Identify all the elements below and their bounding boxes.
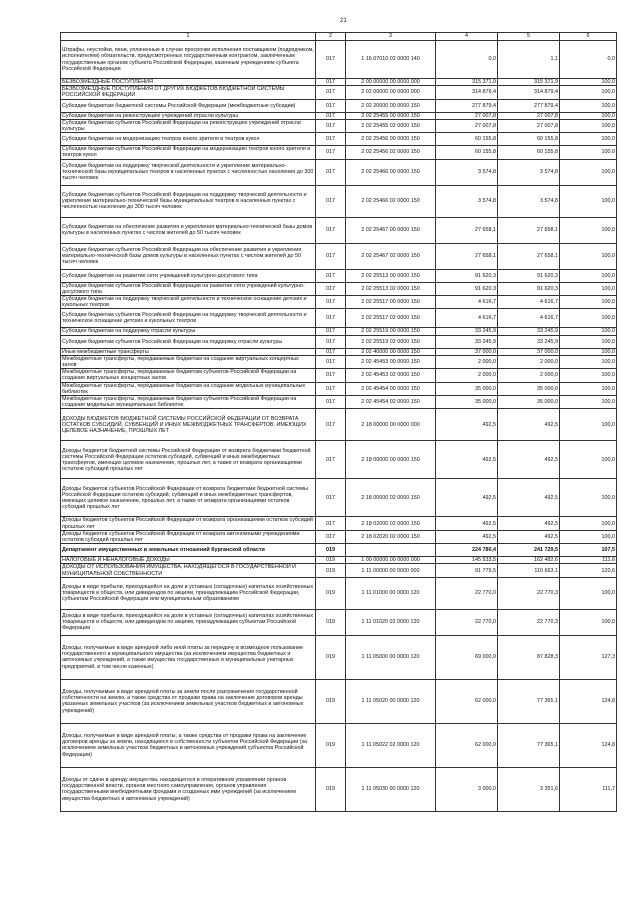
actual-value: 60 155,8 [498, 146, 560, 159]
actual-value: 35 000,0 [498, 382, 560, 395]
plan-value: 492,5 [436, 517, 498, 530]
actual-value: 241 729,5 [498, 544, 560, 557]
actual-value: 91 620,3 [498, 282, 560, 295]
row-name: Межбюджетные трансферты, передаваемые бюджетам на создание виртуальных концертных залов [61, 355, 316, 368]
plan-value: 492,5 [436, 409, 498, 441]
row-name: Доходы, получаемые в виде арендной платы, а также средства от продажи права на заключение договоров аренды за земли, находящиеся в собственности субъектов Российской Федерации (за исключением земельных участков бюджетных и автономных учреждений субъектов Российской Федерации) [61, 723, 316, 767]
budget-code: 1 11 05022 02 0000 120 [346, 723, 436, 767]
row-name: Межбюджетные трансферты, передаваемые бюджетам субъектов Российской Федерации на создание модельных муниципальных библиотек [61, 396, 316, 409]
page-number: 21 [340, 18, 347, 24]
percent-value: 124,8 [560, 679, 617, 723]
row-name: Субсидии бюджетам на реконструкцию учреждений отрасли культуры [61, 112, 316, 119]
actual-value: 27 007,8 [498, 112, 560, 119]
table-row [61, 530, 617, 543]
admin-code: 017 [316, 396, 346, 409]
budget-code: 2 02 25517 00 0000 150 [346, 296, 436, 309]
table-row [61, 185, 617, 217]
row-name: Субсидии бюджетам субъектов Российской Федерации на поддержку творческой деятельности и укрепление материально-технической базы муниципальных театров в населенных пунктах с численностью населения до 300 тысяч человек [61, 185, 316, 217]
plan-value: 62 000,0 [436, 723, 498, 767]
actual-value: 33 245,9 [498, 328, 560, 335]
budget-code: 2 02 25466 00 0000 150 [346, 159, 436, 185]
admin-code: 019 [316, 609, 346, 635]
row-name: Субсидии бюджетам на развитие сети учреждений культурно-досугового типа [61, 269, 316, 282]
row-name: БЕЗВОЗМЕЗДНЫЕ ПОСТУПЛЕНИЯ [61, 79, 316, 86]
admin-code: 017 [316, 217, 346, 243]
admin-code: 019 [316, 679, 346, 723]
row-name: Субсидии бюджетам на поддержку творческой деятельности и техническое оснащение детских и кукольных театров [61, 296, 316, 309]
actual-value: 4 616,7 [498, 309, 560, 328]
actual-value: 162 482,6 [498, 557, 560, 564]
row-name: Доходы бюджетов бюджетной системы Российской Федерации от возврата бюджетами бюджетной системы Российской Федерации остатков субсидий, субвенций и иных межбюджетных трансфертов, имеющих целевое назначение, прошлых лет, а также от возврата организациями остатков субсидий прошлых лет [61, 441, 316, 479]
actual-value: 27 658,1 [498, 217, 560, 243]
admin-code: 017 [316, 369, 346, 382]
admin-code: 017 [316, 99, 346, 112]
percent-value: 100,0 [560, 328, 617, 335]
actual-value: 110 663,1 [498, 564, 560, 577]
plan-value: 33 245,9 [436, 335, 498, 348]
percent-value: 100,0 [560, 530, 617, 543]
percent-value: 100,0 [560, 577, 617, 609]
actual-value: 77 365,1 [498, 679, 560, 723]
table-row [61, 564, 617, 577]
table-row [61, 328, 617, 335]
admin-code: 017 [316, 348, 346, 355]
plan-value: 0,0 [436, 41, 498, 79]
row-name: Субсидии бюджетам субъектов Российской Федерации на обеспечение развития и укрепления материально-технической базы домов культуры в населенных пунктах с числом жителей до 50 тысяч человек [61, 243, 316, 269]
row-name: Субсидии бюджетам на поддержку творческой деятельности и укрепление материально-технической базы муниципальных театров в населенных пунктах с численностью населения до 300 тысяч человек [61, 159, 316, 185]
budget-code: 1 11 01000 00 0000 120 [346, 577, 436, 609]
percent-value: 100,0 [560, 217, 617, 243]
column-header: 5 [498, 33, 560, 41]
plan-value: 91 620,3 [436, 282, 498, 295]
admin-code: 017 [316, 282, 346, 295]
percent-value: 100,0 [560, 309, 617, 328]
budget-code: 2 18 02000 02 0000 150 [346, 517, 436, 530]
column-header: 2 [316, 33, 346, 41]
actual-value: 492,5 [498, 441, 560, 479]
row-name: Доходы от сдачи в аренду имущества, находящегося в оперативном управлении органов государственной власти, органов местного самоуправления, органов управления государственными внебюджетными фондами и созданных ими учреждений (за исключением имущества бюджетных и автономных учреждений) [61, 767, 316, 811]
plan-value: 27 658,1 [436, 217, 498, 243]
row-name: Межбюджетные трансферты, передаваемые бюджетам на создание модельных муниципальных библиотек [61, 382, 316, 395]
admin-code: 017 [316, 335, 346, 348]
admin-code: 017 [316, 133, 346, 146]
percent-value: 100,0 [560, 185, 617, 217]
actual-value: 492,5 [498, 530, 560, 543]
actual-value: 315 371,9 [498, 79, 560, 86]
row-name: Департамент имущественных и земельных отношений Курганской области [61, 544, 316, 557]
budget-code: 2 02 20000 00 0000 150 [346, 99, 436, 112]
plan-value: 277 879,4 [436, 99, 498, 112]
plan-value: 35 000,0 [436, 396, 498, 409]
budget-code: 2 18 00000 00 0000 150 [346, 441, 436, 479]
admin-code: 019 [316, 577, 346, 609]
table-row [61, 146, 617, 159]
admin-code: 019 [316, 767, 346, 811]
budget-code: 2 02 25456 02 0000 150 [346, 146, 436, 159]
plan-value: 3 574,8 [436, 159, 498, 185]
budget-code: 1 16 07010 02 0000 140 [346, 41, 436, 79]
plan-value: 69 000,0 [436, 635, 498, 679]
plan-value: 224 780,4 [436, 544, 498, 557]
plan-value: 37 000,0 [436, 348, 498, 355]
row-name: Доходы бюджетов субъектов Российской Федерации от возврата бюджетами бюджетной системы Российской Федерации остатков субсидий, субвенций и иных межбюджетных трансфертов, имеющих целевое назначение, прошлых лет, а также от возврата организациями остатков субсидий прошлых лет [61, 479, 316, 517]
table-row [61, 133, 617, 146]
row-name: Субсидии бюджетам на обеспечение развития и укрепления материально-технической базы домов культуры в населенных пунктах с числом жителей до 50 тысяч человек [61, 217, 316, 243]
plan-value: 27 007,8 [436, 112, 498, 119]
row-name: Субсидии бюджетам субъектов Российской Федерации на поддержку отрасли культуры [61, 335, 316, 348]
percent-value: 100,0 [560, 609, 617, 635]
column-header: 4 [436, 33, 498, 41]
percent-value: 100,0 [560, 99, 617, 112]
table-row [61, 577, 617, 609]
row-name: НАЛОГОВЫЕ И НЕНАЛОГОВЫЕ ДОХОДЫ [61, 557, 316, 564]
percent-value: 100,0 [560, 269, 617, 282]
percent-value: 100,0 [560, 282, 617, 295]
budget-code: 1 00 00000 00 0000 000 [346, 557, 436, 564]
percent-value: 100,0 [560, 441, 617, 479]
row-name: Иные межбюджетные трансферты [61, 348, 316, 355]
admin-code: 017 [316, 296, 346, 309]
table-row [61, 348, 617, 355]
percent-value: 100,0 [560, 348, 617, 355]
percent-value: 100,0 [560, 133, 617, 146]
percent-value: 111,7 [560, 767, 617, 811]
percent-value: 100,0 [560, 355, 617, 368]
column-header: 6 [560, 33, 617, 41]
table-row [61, 544, 617, 557]
budget-code: 1 11 00000 00 0000 000 [346, 564, 436, 577]
table-row [61, 479, 617, 517]
percent-value: 100,0 [560, 243, 617, 269]
budget-code: 2 02 25513 00 0000 150 [346, 269, 436, 282]
table-row [61, 382, 617, 395]
budget-code: 2 02 45454 02 0000 150 [346, 396, 436, 409]
actual-value: 4 616,7 [498, 296, 560, 309]
table-row [61, 79, 617, 86]
actual-value: 314 879,4 [498, 86, 560, 99]
table-row [61, 86, 617, 99]
budget-code: 2 02 25466 02 0000 150 [346, 185, 436, 217]
budget-code: 2 00 00000 00 0000 000 [346, 79, 436, 86]
table-row [61, 41, 617, 79]
budget-code: 2 02 25519 02 0000 150 [346, 335, 436, 348]
budget-code: 2 02 25513 02 0000 150 [346, 282, 436, 295]
plan-value: 492,5 [436, 530, 498, 543]
plan-value: 145 533,5 [436, 557, 498, 564]
percent-value: 100,0 [560, 159, 617, 185]
row-name: ДОХОДЫ ОТ ИСПОЛЬЗОВАНИЯ ИМУЩЕСТВА, НАХОДЯЩЕГОСЯ В ГОСУДАРСТВЕННОЙ И МУНИЦИПАЛЬНОЙ СОБСТВЕННОСТИ [61, 564, 316, 577]
admin-code: 017 [316, 112, 346, 119]
budget-code: 2 02 25517 02 0000 150 [346, 309, 436, 328]
actual-value: 277 879,4 [498, 99, 560, 112]
budget-code: 2 02 25455 02 0000 150 [346, 119, 436, 132]
table-row [61, 441, 617, 479]
percent-value: 100,0 [560, 112, 617, 119]
plan-value: 4 616,7 [436, 296, 498, 309]
admin-code: 019 [316, 564, 346, 577]
actual-value: 87 828,3 [498, 635, 560, 679]
actual-value: 3 574,8 [498, 159, 560, 185]
plan-value: 60 155,8 [436, 146, 498, 159]
row-name: Субсидии бюджетам на поддержку отрасли культуры [61, 328, 316, 335]
percent-value: 100,0 [560, 119, 617, 132]
plan-value: 3 574,8 [436, 185, 498, 217]
plan-value: 492,5 [436, 441, 498, 479]
table-row [61, 723, 617, 767]
percent-value: 100,0 [560, 409, 617, 441]
table-row [61, 767, 617, 811]
table-row [61, 309, 617, 328]
actual-value: 91 620,3 [498, 269, 560, 282]
admin-code: 017 [316, 159, 346, 185]
percent-value: 100,0 [560, 382, 617, 395]
row-name: БЕЗВОЗМЕЗДНЫЕ ПОСТУПЛЕНИЯ ОТ ДРУГИХ БЮДЖЕТОВ БЮДЖЕТНОЙ СИСТЕМЫ РОССИЙСКОЙ ФЕДЕРАЦИИ [61, 86, 316, 99]
table-row [61, 517, 617, 530]
row-name: ДОХОДЫ БЮДЖЕТОВ БЮДЖЕТНОЙ СИСТЕМЫ РОССИЙСКОЙ ФЕДЕРАЦИИ ОТ ВОЗВРАТА ОСТАТКОВ СУБСИДИЙ, СУБВЕНЦИЙ И ИНЫХ МЕЖБЮДЖЕТНЫХ ТРАНСФЕРТОВ, ИМЕЮЩИХ ЦЕЛЕВОЕ НАЗНАЧЕНИЕ, ПРОШЛЫХ ЛЕТ [61, 409, 316, 441]
actual-value: 22 770,3 [498, 577, 560, 609]
plan-value: 314 879,4 [436, 86, 498, 99]
admin-code: 017 [316, 382, 346, 395]
budget-code: 1 11 01020 02 0000 120 [346, 609, 436, 635]
table-row [61, 679, 617, 723]
row-name: Субсидии бюджетам субъектов Российской Федерации на развитие сети учреждений культурно-досугового типа [61, 282, 316, 295]
header-row [61, 33, 617, 41]
percent-value: 124,8 [560, 723, 617, 767]
budget-code: 2 02 40000 00 0000 150 [346, 348, 436, 355]
plan-value: 27 007,8 [436, 119, 498, 132]
admin-code: 017 [316, 41, 346, 79]
percent-value: 127,3 [560, 635, 617, 679]
percent-value: 111,6 [560, 557, 617, 564]
actual-value: 33 245,9 [498, 335, 560, 348]
row-name: Доходы бюджетов субъектов Российской Федерации от возврата автономными учреждениями остатков субсидий прошлых лет [61, 530, 316, 543]
column-header: 1 [61, 33, 316, 41]
table-row [61, 99, 617, 112]
table-row [61, 369, 617, 382]
admin-code: 017 [316, 530, 346, 543]
plan-value: 315 371,9 [436, 79, 498, 86]
budget-code: 1 11 05020 00 0000 120 [346, 679, 436, 723]
row-name: Доходы, получаемые в виде арендной платы за земли после разграничения государственной собственности на землю, а также средства от продажи права на заключение договоров аренды указанных земельных участков (за исключением земельных участков бюджетных и автономных учреждений) [61, 679, 316, 723]
admin-code: 019 [316, 635, 346, 679]
admin-code: 017 [316, 328, 346, 335]
row-name: Доходы в виде прибыли, приходящейся на доли в уставных (складочных) капиталах хозяйственных товариществ и обществ, или дивидендов по акциям, принадлежащим субъектам Российской Федерации [61, 609, 316, 635]
actual-value: 37 000,0 [498, 348, 560, 355]
admin-code: 019 [316, 544, 346, 557]
budget-code: 2 02 25467 02 0000 150 [346, 243, 436, 269]
actual-value: 35 000,0 [498, 396, 560, 409]
budget-code: 2 02 45454 00 0000 150 [346, 382, 436, 395]
table-row [61, 409, 617, 441]
table-row [61, 112, 617, 119]
budget-code: 2 02 45453 02 0000 150 [346, 369, 436, 382]
percent-value: 100,0 [560, 479, 617, 517]
budget-code: 2 18 02020 02 0000 150 [346, 530, 436, 543]
table-row [61, 396, 617, 409]
actual-value: 3 351,6 [498, 767, 560, 811]
actual-value: 492,5 [498, 479, 560, 517]
percent-value: 100,0 [560, 517, 617, 530]
plan-value: 62 000,0 [436, 679, 498, 723]
admin-code: 017 [316, 441, 346, 479]
plan-value: 35 000,0 [436, 382, 498, 395]
percent-value: 100,0 [560, 335, 617, 348]
budget-code: 2 18 00000 00 0000 000 [346, 409, 436, 441]
admin-code: 019 [316, 557, 346, 564]
row-name: Субсидии бюджетам субъектов Российской Федерации на реконструкцию учреждений отрасли культуры [61, 119, 316, 132]
admin-code: 017 [316, 185, 346, 217]
actual-value: 77 365,1 [498, 723, 560, 767]
actual-value: 2 000,0 [498, 369, 560, 382]
row-name: Доходы, получаемые в виде арендной либо иной платы за передачу в возмездное пользование государственного и муниципального имущества (за исключением имущества бюджетных и автономных учреждений, а также имущества государственных и муниципальных унитарных предприятий, в том числе казенных) [61, 635, 316, 679]
admin-code: 017 [316, 479, 346, 517]
table-row [61, 355, 617, 368]
actual-value: 1,1 [498, 41, 560, 79]
row-name: Штрафы, неустойки, пени, уплаченные в случае просрочки исполнения поставщиком (подрядчиком, исполнителем) обязательств, предусмотренных государственным контрактом, заключенным государственным органом субъекта Российской Федерации, казенным учреждением субъекта Российской Федерации [61, 41, 316, 79]
admin-code: 017 [316, 409, 346, 441]
actual-value: 22 770,3 [498, 609, 560, 635]
budget-code: 1 11 05000 00 0000 120 [346, 635, 436, 679]
budget-code: 2 02 00000 00 0000 000 [346, 86, 436, 99]
admin-code: 017 [316, 86, 346, 99]
actual-value: 492,5 [498, 409, 560, 441]
row-name: Субсидии бюджетам на модернизацию театров юного зрителя и театров кукол [61, 133, 316, 146]
table-row [61, 296, 617, 309]
plan-value: 60 155,8 [436, 133, 498, 146]
admin-code: 017 [316, 146, 346, 159]
admin-code: 017 [316, 79, 346, 86]
actual-value: 27 658,1 [498, 243, 560, 269]
percent-value: 100,0 [560, 86, 617, 99]
plan-value: 2 000,0 [436, 355, 498, 368]
percent-value: 100,0 [560, 146, 617, 159]
plan-value: 33 245,9 [436, 328, 498, 335]
table-row [61, 119, 617, 132]
admin-code: 017 [316, 269, 346, 282]
row-name: Субсидии бюджетам бюджетной системы Российской Федерации (межбюджетные субсидии) [61, 99, 316, 112]
budget-code: 2 02 25467 00 0000 150 [346, 217, 436, 243]
table-row [61, 635, 617, 679]
row-name: Межбюджетные трансферты, передаваемые бюджетам субъектов Российской Федерации на создание виртуальных концертных залов [61, 369, 316, 382]
plan-value: 22 770,0 [436, 609, 498, 635]
budget-code: 2 02 25456 00 0000 150 [346, 133, 436, 146]
table-row [61, 609, 617, 635]
table-row [61, 557, 617, 564]
admin-code: 017 [316, 355, 346, 368]
percent-value: 100,0 [560, 296, 617, 309]
budget-code: 2 02 25455 00 0000 150 [346, 112, 436, 119]
row-name: Доходы в виде прибыли, приходящейся на доли в уставных (складочных) капиталах хозяйственных товариществ и обществ, или дивидендов по акциям, принадлежащим Российской Федерации, субъектам Российской Федерации или муниципальным образованиям [61, 577, 316, 609]
admin-code: 017 [316, 517, 346, 530]
table-row [61, 217, 617, 243]
percent-value: 100,0 [560, 79, 617, 86]
plan-value: 22 770,0 [436, 577, 498, 609]
plan-value: 492,5 [436, 479, 498, 517]
percent-value: 100,0 [560, 396, 617, 409]
actual-value: 60 155,8 [498, 133, 560, 146]
actual-value: 3 574,8 [498, 185, 560, 217]
budget-code: 2 02 25519 00 0000 150 [346, 328, 436, 335]
table-row [61, 243, 617, 269]
table-row [61, 335, 617, 348]
actual-value: 27 007,8 [498, 119, 560, 132]
plan-value: 2 000,0 [436, 369, 498, 382]
plan-value: 27 658,1 [436, 243, 498, 269]
budget-code [346, 544, 436, 557]
column-header: 3 [346, 33, 436, 41]
plan-value: 91 620,3 [436, 269, 498, 282]
plan-value: 91 779,5 [436, 564, 498, 577]
row-name: Субсидии бюджетам субъектов Российской Федерации на модернизацию театров юного зрителя и театров кукол [61, 146, 316, 159]
row-name: Субсидии бюджетам субъектов Российской Федерации на поддержку творческой деятельности и техническое оснащение детских и кукольных театров [61, 309, 316, 328]
admin-code: 017 [316, 243, 346, 269]
admin-code: 017 [316, 119, 346, 132]
admin-code: 019 [316, 723, 346, 767]
percent-value: 107,5 [560, 544, 617, 557]
actual-value: 492,5 [498, 517, 560, 530]
actual-value: 2 000,0 [498, 355, 560, 368]
percent-value: 100,0 [560, 369, 617, 382]
budget-code: 2 18 00000 02 0000 150 [346, 479, 436, 517]
row-name: Доходы бюджетов субъектов Российской Федерации от возврата организациями остатков субсидий прошлых лет [61, 517, 316, 530]
plan-value: 4 616,7 [436, 309, 498, 328]
budget-code: 1 11 05030 00 0000 120 [346, 767, 436, 811]
percent-value: 120,6 [560, 564, 617, 577]
percent-value: 0,0 [560, 41, 617, 79]
table-row [61, 269, 617, 282]
revenue-table [60, 32, 617, 812]
budget-code: 2 02 45453 00 0000 150 [346, 355, 436, 368]
admin-code: 017 [316, 309, 346, 328]
table-row [61, 282, 617, 295]
plan-value: 3 000,0 [436, 767, 498, 811]
table-row [61, 159, 617, 185]
